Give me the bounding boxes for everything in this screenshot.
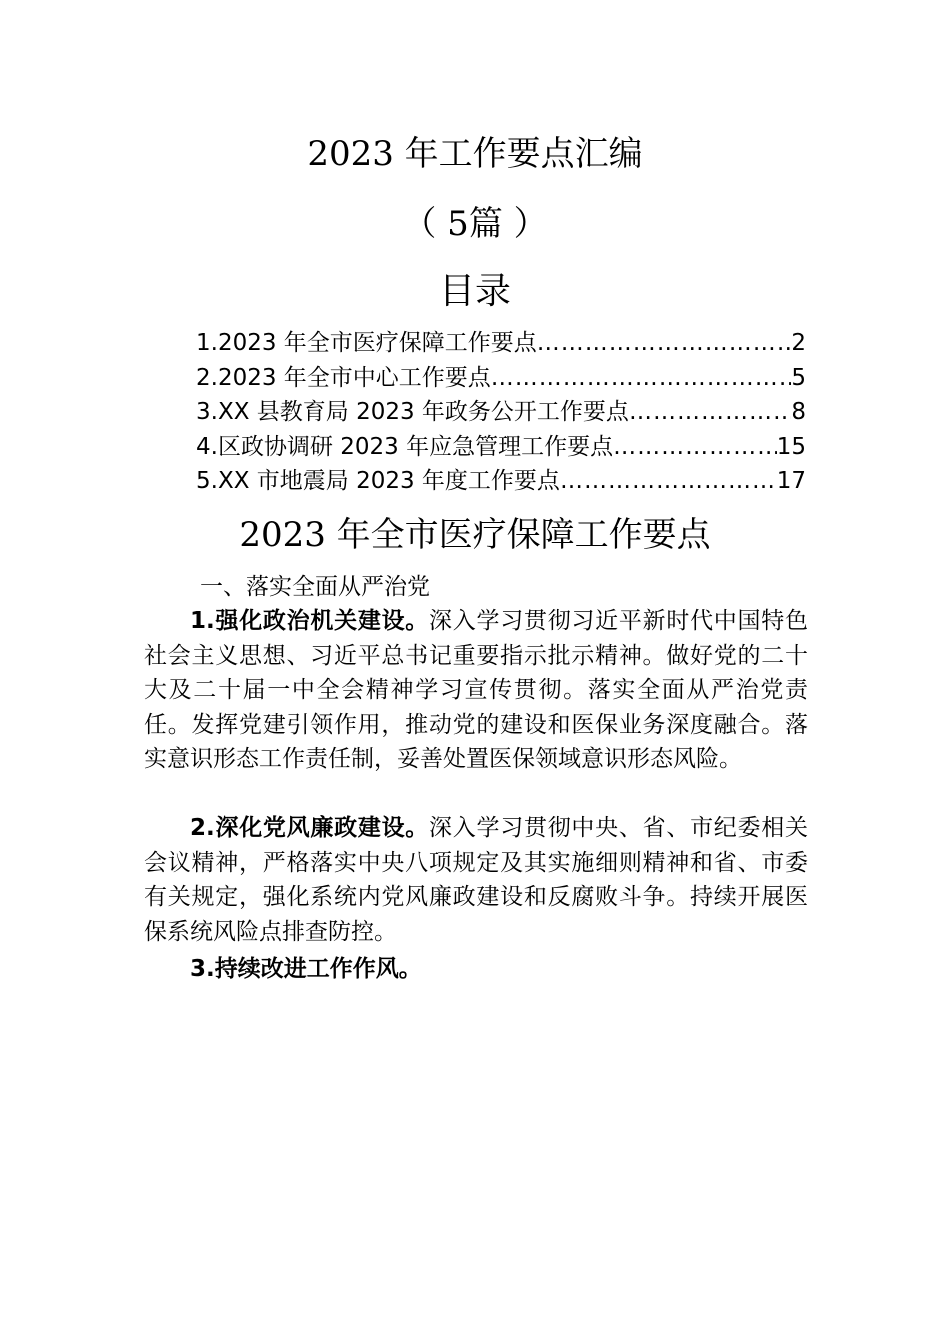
paragraph-lead: 2.深化党风廉政建设。 — [190, 815, 430, 841]
toc-item[interactable] — [196, 395, 806, 430]
toc-item-page: 15 — [776, 433, 806, 460]
paragraph — [144, 604, 808, 777]
paragraph-lead: 1.强化政治机关建设。 — [190, 608, 430, 634]
paragraph-body: 深入学习贯彻中央、省、市纪委相关会议精神，严格落实中央八项规定及其实施细则精神和省、市委有关规定，强化系统内党风廉政建设和反腐败斗争。持续开展医保系统风险点排查防控。 — [144, 815, 808, 945]
toc-item-page: 17 — [776, 468, 806, 494]
section-title: 2023 年全市医疗保障工作要点 — [239, 515, 711, 555]
toc-leader-dots — [491, 361, 792, 395]
toc-item-label: 4.区政协调研 2023 年应急管理工作要点 — [196, 433, 614, 460]
toc-item-page: 5 — [791, 364, 806, 391]
toc-item-label: 3.XX 县教育局 2023 年政务公开工作要点 — [196, 399, 629, 425]
toc-item-page: 2 — [791, 330, 806, 356]
toc-item-label: 5.XX 市地震局 2023 年度工作要点 — [196, 468, 560, 494]
paragraph — [144, 952, 808, 987]
toc-item-label: 2.2023 年全市中心工作要点 — [196, 364, 491, 391]
toc-leader-dots — [613, 430, 777, 464]
paragraph — [144, 811, 808, 949]
toc-leader-dots — [560, 464, 777, 498]
paragraph-lead: 3.持续改进工作作风。 — [190, 956, 422, 982]
toc-item[interactable] — [196, 361, 806, 396]
toc-heading: 目录 — [438, 271, 511, 312]
paragraph-body: 深入学习贯彻习近平新时代中国特色社会主义思想、习近平总书记重要指示批示精神。做好党的二十大及二十届一中全会精神学习宣传贯彻。落实全面从严治党责任。发挥党建引领作用，推动党的建设和医保业务深度融合。落实意识形态工作责任制，妥善处置医保领域意识形态风险。 — [144, 608, 808, 772]
toc-item[interactable] — [196, 464, 806, 499]
table-of-contents — [196, 326, 806, 499]
toc-item[interactable] — [196, 430, 806, 465]
document-subtitle: （ 5篇 ） — [402, 204, 548, 244]
document-title: 2023 年工作要点汇编 — [307, 134, 643, 174]
section-heading: 一、落实全面从严治党 — [200, 574, 430, 600]
toc-item-label: 1.2023 年全市医疗保障工作要点 — [196, 330, 537, 356]
toc-item-page: 8 — [791, 399, 806, 425]
toc-leader-dots — [537, 326, 792, 360]
toc-item[interactable] — [196, 326, 806, 361]
toc-leader-dots — [629, 395, 791, 429]
